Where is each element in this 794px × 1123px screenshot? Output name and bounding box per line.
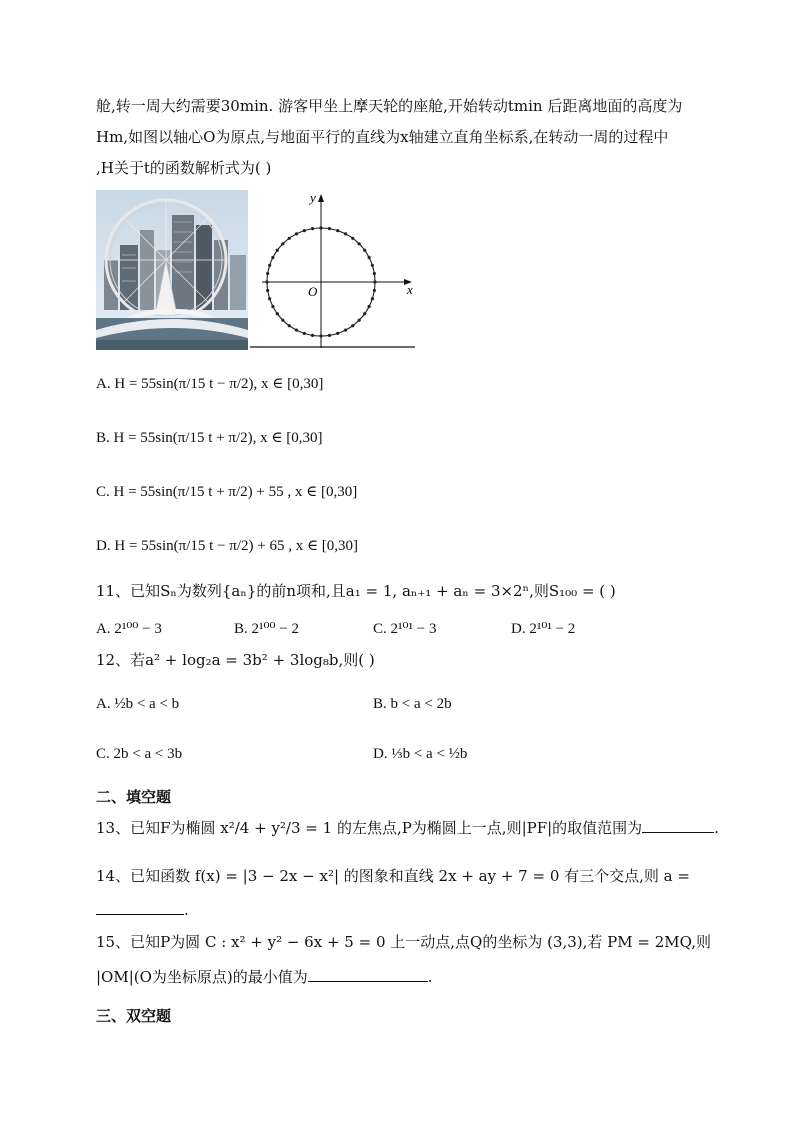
q10-option-b: B. H = 55sin(π/15 t + π/2), x ∈ [0,30] bbox=[96, 430, 323, 446]
q15-end: . bbox=[427, 968, 433, 986]
cabin-dot bbox=[319, 226, 322, 229]
cabin-dot bbox=[368, 305, 371, 308]
q14-end: . bbox=[184, 901, 189, 919]
cabin-dot bbox=[344, 329, 347, 332]
q11-option-d: D. 2¹⁰¹ − 2 bbox=[511, 621, 576, 637]
cabin-dot bbox=[268, 297, 271, 300]
cabin-dot bbox=[276, 312, 279, 315]
cabin-dot bbox=[358, 242, 361, 245]
q12-option-b: B. b < a < 2b bbox=[373, 696, 452, 712]
q14-stem: 14、已知函数 f(x) = |3 − 2x − x²| 的图象和直线 2x + ay + 7 = 0 有三个交点,则 a = bbox=[96, 867, 690, 885]
q11-option-c: C. 2¹⁰¹ − 3 bbox=[373, 621, 437, 637]
cabin-dot bbox=[351, 324, 354, 327]
q10-option-a: A. H = 55sin(π/15 t − π/2), x ∈ [0,30] bbox=[96, 376, 324, 392]
cabin-dot bbox=[266, 272, 269, 275]
q11-option-a: A. 2¹⁰⁰ − 3 bbox=[96, 621, 162, 637]
q13-end: . bbox=[714, 819, 719, 837]
q13-stem: 13、已知F为椭圆 x²/4 + y²/3 = 1 的左焦点,P为椭圆上一点,则|PF|的取值范围为 bbox=[96, 819, 643, 837]
q10-line3: ,H关于t的函数解析式为( ) bbox=[96, 159, 272, 177]
section-2-title: 二、填空题 bbox=[96, 788, 172, 806]
cabin-dot bbox=[368, 256, 371, 259]
x-axis-label: x bbox=[407, 282, 413, 297]
q13-line bbox=[96, 818, 719, 838]
cabin-dot bbox=[371, 264, 374, 267]
cabin-dot bbox=[336, 229, 339, 232]
cabin-dot bbox=[295, 329, 298, 332]
cabin-dot bbox=[281, 319, 284, 322]
cabin-dot bbox=[351, 237, 354, 240]
cabin-dot bbox=[311, 334, 314, 337]
cabin-dot bbox=[295, 232, 298, 235]
q13-answer-blank[interactable] bbox=[642, 818, 714, 833]
y-axis-label: y bbox=[310, 190, 316, 205]
y-axis-arrow bbox=[318, 194, 324, 202]
q10-line2: Hm,如图以轴心O为原点,与地面平行的直线为x轴建立直角坐标系,在转动一周的过程中 bbox=[96, 128, 669, 146]
cabin-dot bbox=[281, 242, 284, 245]
cabin-dot bbox=[363, 249, 366, 252]
q15-line2: |OM|(O为坐标原点)的最小值为 bbox=[96, 968, 308, 986]
cabin-dot bbox=[328, 227, 331, 230]
cabin-dot bbox=[288, 324, 291, 327]
q12-option-a: A. ½b < a < b bbox=[96, 696, 180, 712]
cabin-dot bbox=[265, 280, 268, 283]
cabin-dot bbox=[336, 332, 339, 335]
q12-option-c: C. 2b < a < 3b bbox=[96, 746, 183, 762]
cabin-dot bbox=[268, 264, 271, 267]
cabin-dot bbox=[319, 334, 322, 337]
q12-stem: 12、若a² + log₂a = 3b² + 3log₈b,则( ) bbox=[96, 651, 375, 669]
cabin-dot bbox=[311, 227, 314, 230]
cabin-dot bbox=[288, 237, 291, 240]
q10-option-d: D. H = 55sin(π/15 t − π/2) + 65 , x ∈ [0,30] bbox=[96, 538, 359, 554]
q12-option-d: D. ⅓b < a < ½b bbox=[373, 746, 468, 762]
cabin-dot bbox=[266, 289, 269, 292]
cabin-dot bbox=[271, 256, 274, 259]
q15-line1: 15、已知P为圆 C : x² + y² − 6x + 5 = 0 上一动点,点Q的坐标为 (3,3),若 PM = 2MQ,则 bbox=[96, 933, 711, 951]
cabin-dot bbox=[303, 229, 306, 232]
q15-answer-blank[interactable] bbox=[308, 967, 428, 982]
cabin-dot bbox=[276, 249, 279, 252]
q14-answer-line bbox=[96, 900, 189, 920]
q14-answer-blank[interactable] bbox=[96, 900, 184, 915]
cabin-dot bbox=[303, 332, 306, 335]
cabin-dot bbox=[358, 319, 361, 322]
cabin-dot bbox=[371, 297, 374, 300]
cabin-dot bbox=[271, 305, 274, 308]
ferris-wheel-photo bbox=[96, 190, 248, 350]
cabin-dot bbox=[344, 232, 347, 235]
q11-option-b: B. 2¹⁰⁰ − 2 bbox=[234, 621, 299, 637]
q10-option-c: C. H = 55sin(π/15 t + π/2) + 55 , x ∈ [0,30] bbox=[96, 484, 358, 500]
cabin-dot bbox=[373, 272, 376, 275]
cabin-dot bbox=[363, 312, 366, 315]
q10-line1: 舱,转一周大约需要30min. 游客甲坐上摩天轮的座舱,开始转动tmin 后距离地面的高度为 bbox=[96, 97, 683, 115]
cabin-dot bbox=[373, 280, 376, 283]
coordinate-diagram bbox=[250, 188, 420, 354]
cabin-dot bbox=[373, 289, 376, 292]
origin-label: O bbox=[308, 284, 318, 299]
cabin-dot bbox=[328, 334, 331, 337]
q11-stem: 11、已知Sₙ为数列{aₙ}的前n项和,且a₁ = 1, aₙ₊₁ + aₙ = 3×2ⁿ,则S₁₀₀ = ( ) bbox=[96, 582, 616, 600]
section-3-title: 三、双空题 bbox=[96, 1007, 172, 1025]
q15-line2-row bbox=[96, 967, 433, 987]
